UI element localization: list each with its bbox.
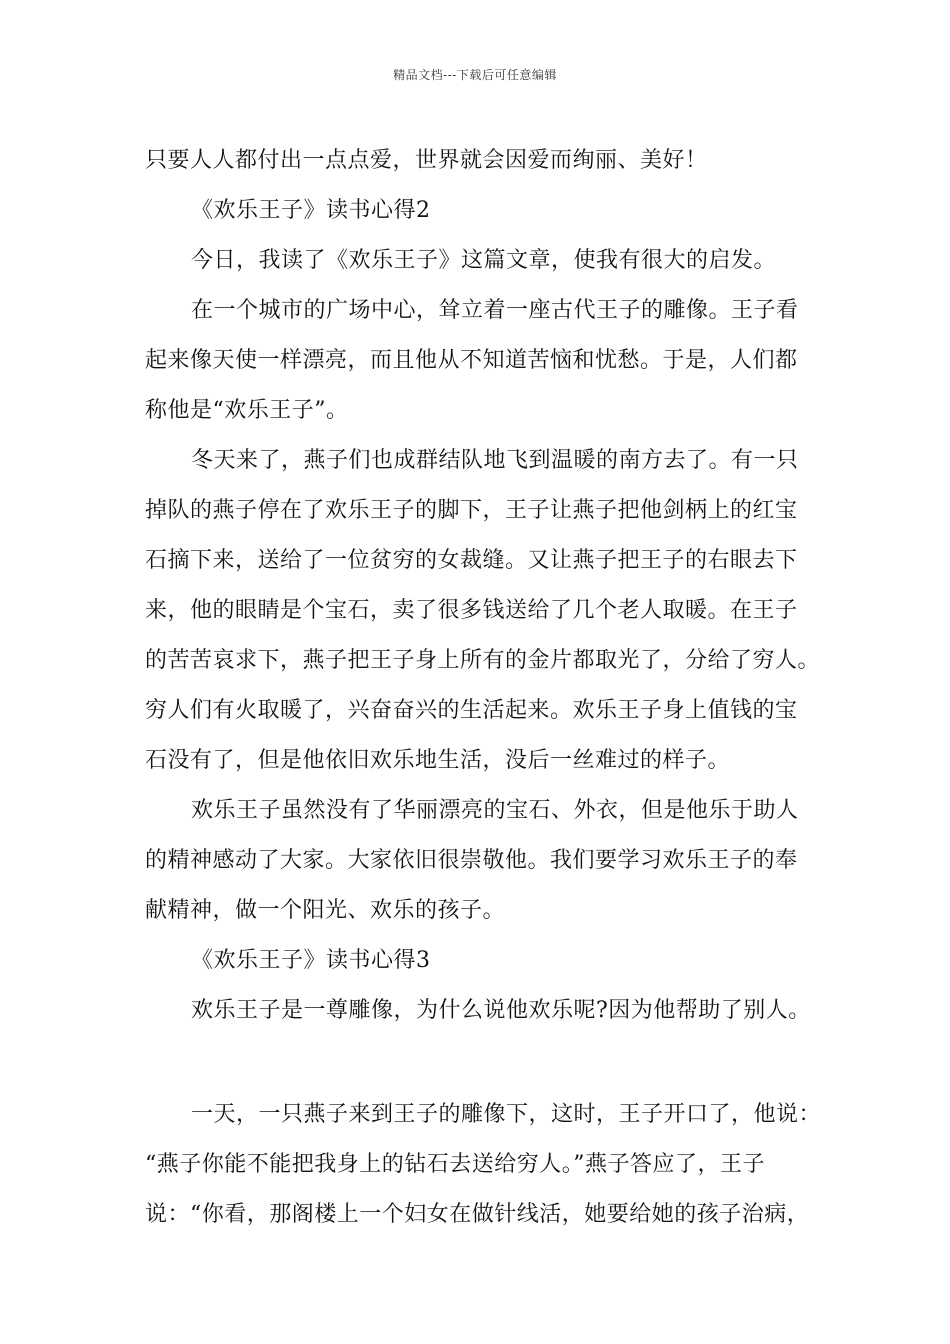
page-header: 精品文档---下载后可任意编辑 (393, 68, 557, 82)
paragraph-line: 一天，一只燕子来到王子的雕像下，这时，王子开口了，他说： (191, 1102, 822, 1127)
document-body (145, 136, 825, 1240)
paragraph-line: 的苦苦哀求下，燕子把王子身上所有的金片都取光了，分给了穷人。 (145, 648, 821, 673)
paragraph-line: 冬天来了，燕子们也成群结队地飞到温暖的南方去了。有一只 (191, 448, 799, 473)
paragraph-line: “燕子你能不能把我身上的钻石去送给穷人。”燕子答应了，王子 (145, 1152, 765, 1177)
paragraph-line: 欢乐王子是一尊雕像，为什么说他欢乐呢?因为他帮助了别人。 (191, 998, 811, 1023)
section-heading: 《欢乐王子》读书心得2 (191, 198, 431, 223)
paragraph-line: 欢乐王子虽然没有了华丽漂亮的宝石、外衣，但是他乐于助人 (191, 798, 799, 823)
paragraph-line: 只要人人都付出一点点爱，世界就会因爱而绚丽、美好！ (145, 148, 708, 173)
paragraph-line: 来，他的眼睛是个宝石，卖了很多钱送给了几个老人取暖。在王子 (145, 598, 798, 623)
paragraph-line: 说：“你看，那阁楼上一个妇女在做针线活，她要给她的孩子治病， (145, 1202, 810, 1227)
paragraph-line: 称他是“欢乐王子”。 (145, 398, 349, 423)
paragraph-line: 起来像天使一样漂亮，而且他从不知道苦恼和忧愁。于是，人们都 (145, 348, 798, 373)
paragraph-line: 献精神，做一个阳光、欢乐的孩子。 (145, 898, 506, 923)
paragraph-line: 石摘下来，送给了一位贫穷的女裁缝。又让燕子把王子的右眼去下 (145, 548, 798, 573)
paragraph-line: 今日，我读了《欢乐王子》这篇文章，使我有很大的启发。 (191, 248, 777, 273)
paragraph-line: 石没有了，但是他依旧欢乐地生活，没后一丝难过的样子。 (145, 748, 731, 773)
paragraph-line: 穷人们有火取暖了，兴奋奋兴的生活起来。欢乐王子身上值钱的宝 (145, 698, 798, 723)
paragraph-line: 在一个城市的广场中心，耸立着一座古代王子的雕像。王子看 (191, 298, 799, 323)
section-heading: 《欢乐王子》读书心得3 (191, 948, 431, 973)
paragraph-line: 掉队的燕子停在了欢乐王子的脚下，王子让燕子把他剑柄上的红宝 (145, 498, 798, 523)
paragraph-line: 的精神感动了大家。大家依旧很崇敬他。我们要学习欢乐王子的奉 (145, 848, 798, 873)
paragraph-gap (145, 1036, 825, 1090)
